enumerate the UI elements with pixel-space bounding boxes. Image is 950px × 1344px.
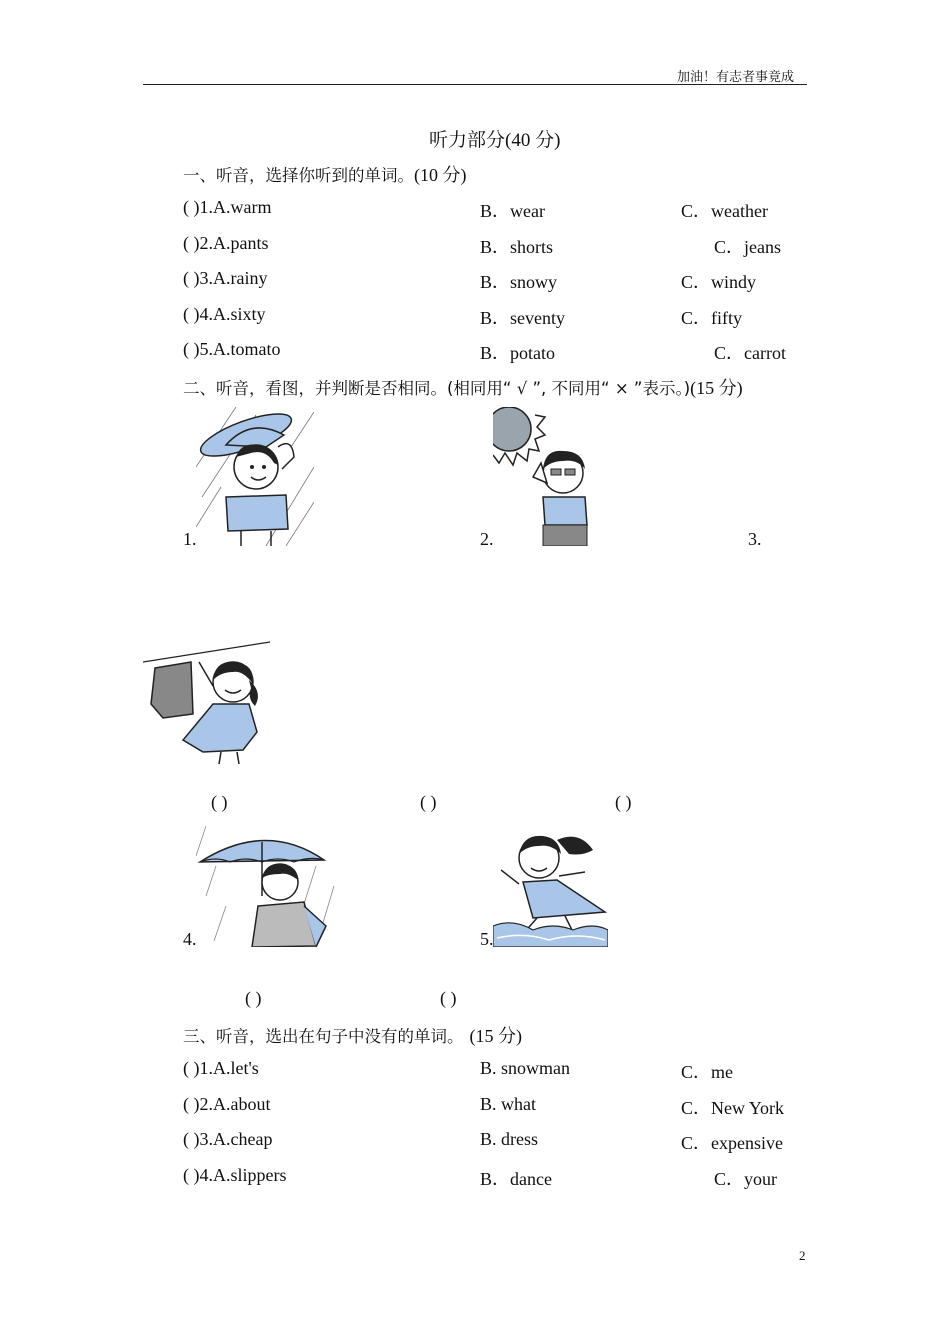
s3-q4[interactable]: ( )4.A.slippers [183, 1165, 287, 1185]
section3-score: (15 分) [469, 1026, 522, 1046]
s1-q1-b: B．wear [480, 201, 545, 221]
s1-q3[interactable]: ( )3.A.rainy [183, 268, 268, 288]
section3-heading [183, 1022, 522, 1048]
answer-blank-5[interactable]: ( ) [440, 988, 457, 1008]
picture-label-3: 3. [748, 529, 762, 549]
s3-q1[interactable]: ( )1.A.let's [183, 1058, 259, 1078]
page-title: 听力部分(40 分) [429, 130, 561, 151]
s1-q1[interactable]: ( )1.A.warm [183, 197, 272, 217]
s3-q4-c: C．your [714, 1169, 777, 1189]
s3-q3-c: C．expensive [681, 1133, 783, 1153]
boy-with-umbrella-rain-illustration [196, 826, 341, 947]
s3-q4-b: B．dance [480, 1169, 552, 1189]
s1-q2-c: C．jeans [714, 237, 781, 257]
s1-q5-b: B．potato [480, 343, 555, 363]
s1-q5-c: C．carrot [714, 343, 786, 363]
s3-q2-c: C．New York [681, 1098, 785, 1118]
s1-q4[interactable]: ( )4.A.sixty [183, 304, 266, 324]
answer-blank-4[interactable]: ( ) [245, 988, 262, 1008]
picture-label-2: 2. [480, 529, 494, 549]
girl-hanging-clothes-illustration [143, 632, 270, 764]
s3-q2-b: B. what [480, 1094, 536, 1114]
answer-blank-3[interactable]: ( ) [615, 792, 632, 812]
s3-q1-c: C．me [681, 1062, 733, 1082]
s3-q1-b: B. snowman [480, 1058, 570, 1078]
answer-blank-1[interactable]: ( ) [211, 792, 228, 812]
section2-heading-text: 二、听音，看图，并判断是否相同。(相同用“ √ ”, 不同用“ × ”表示。) [183, 379, 691, 398]
s1-q3-b: B．snowy [480, 272, 558, 292]
section3-heading-text: 三、听音，选出在句子中没有的单词。 [183, 1027, 464, 1046]
page-number: 2 [799, 1248, 806, 1263]
section1-score: (10 分) [414, 165, 467, 185]
picture-label-5: 5. [480, 929, 494, 949]
s3-q3[interactable]: ( )3.A.cheap [183, 1129, 273, 1149]
header-rule [143, 84, 807, 85]
s1-q4-c: C．fifty [681, 308, 742, 328]
picture-label-1: 1. [183, 529, 197, 549]
picture-label-4: 4. [183, 929, 197, 949]
section2-score: (15 分) [690, 378, 743, 398]
s3-q3-b: B. dress [480, 1129, 538, 1149]
s1-q4-b: B．seventy [480, 308, 565, 328]
s1-q2[interactable]: ( )2.A.pants [183, 233, 269, 253]
s1-q5[interactable]: ( )5.A.tomato [183, 339, 281, 359]
boy-with-sun-illustration [493, 407, 601, 546]
header-slogan: 加油！有志者事竟成 [677, 69, 795, 84]
answer-blank-2[interactable]: ( ) [420, 792, 437, 812]
s1-q2-b: B．shorts [480, 237, 554, 257]
section1-heading [183, 161, 467, 187]
s3-q2[interactable]: ( )2.A.about [183, 1094, 271, 1114]
s1-q1-c: C．weather [681, 201, 768, 221]
s1-q3-c: C．windy [681, 272, 757, 292]
girl-with-hat-wind-illustration [196, 407, 314, 546]
section1-heading-text: 一、听音，选择你听到的单词。 [183, 166, 414, 185]
section2-heading [183, 374, 743, 400]
girl-jumping-puddle-illustration [493, 826, 608, 947]
